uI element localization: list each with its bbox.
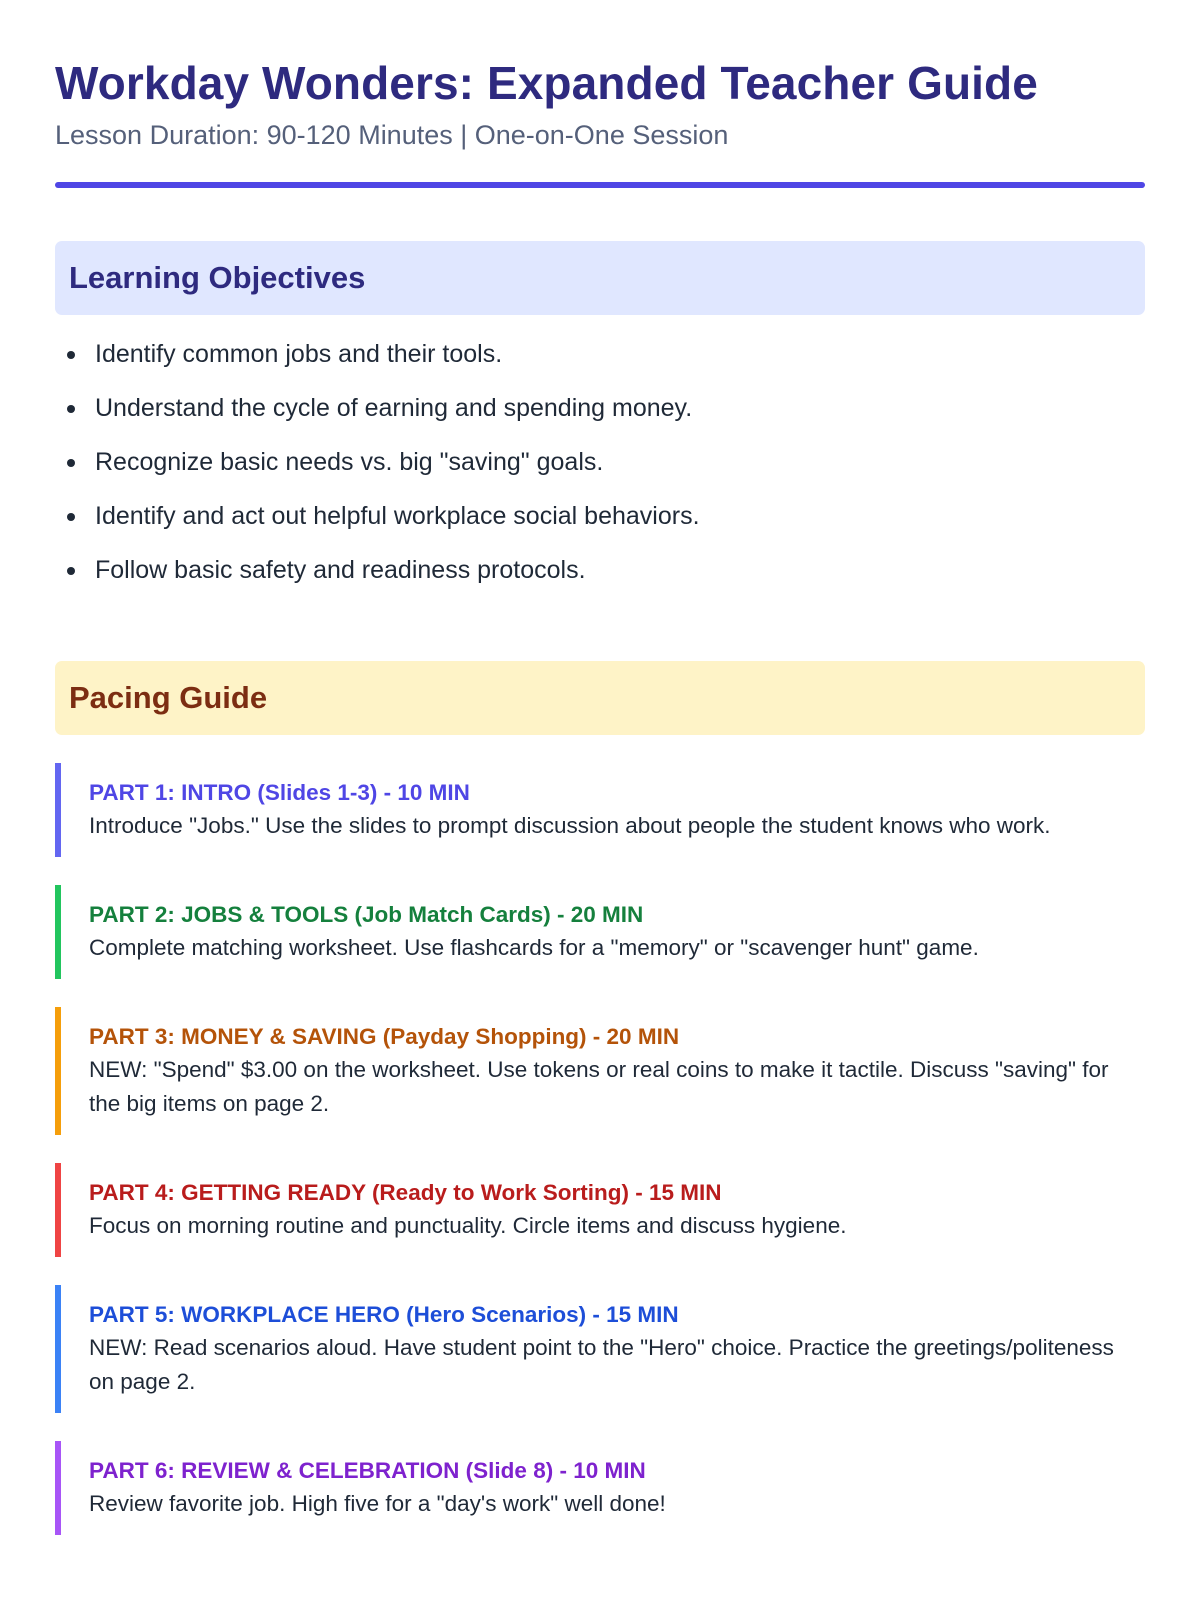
pacing-part-heading: PART 1: INTRO (Slides 1-3) - 10 MIN xyxy=(89,780,470,805)
objective-item xyxy=(55,339,1145,393)
objective-text: Identify common jobs and their tools. xyxy=(95,340,503,368)
objective-text: Understand the cycle of earning and spending money. xyxy=(95,394,693,422)
pacing-guide-title: Pacing Guide xyxy=(69,680,268,715)
learning-objectives-banner xyxy=(55,241,1145,315)
objective-item xyxy=(55,393,1145,447)
pacing-part-5 xyxy=(55,1285,1145,1413)
pacing-part-heading: PART 6: REVIEW & CELEBRATION (Slide 8) - 10 MIN xyxy=(89,1458,646,1483)
learning-objectives-title: Learning Objectives xyxy=(69,260,366,295)
pacing-part-description: NEW: "Spend" $3.00 on the worksheet. Use tokens or real coins to make it tactile. Discuss "saving" for the big items on page 2. xyxy=(89,1057,1109,1116)
pacing-part-2 xyxy=(55,885,1145,979)
pacing-part-description: Introduce "Jobs." Use the slides to prompt discussion about people the student knows who work. xyxy=(89,813,1051,838)
pacing-part-heading: PART 2: JOBS & TOOLS (Job Match Cards) - 20 MIN xyxy=(89,902,644,927)
pacing-part-heading: PART 4: GETTING READY (Ready to Work Sorting) - 15 MIN xyxy=(89,1180,722,1205)
pacing-part-description: NEW: Read scenarios aloud. Have student point to the "Hero" choice. Practice the greetings/politeness on page 2. xyxy=(89,1335,1114,1394)
pacing-part-4 xyxy=(55,1163,1145,1257)
objective-item xyxy=(55,501,1145,555)
pacing-part-description: Complete matching worksheet. Use flashcards for a "memory" or "scavenger hunt" game. xyxy=(89,935,979,960)
learning-objectives-section xyxy=(55,241,1145,609)
bullet-icon xyxy=(67,567,75,575)
objectives-list xyxy=(55,339,1145,609)
objective-item xyxy=(55,447,1145,501)
page-subtitle: Lesson Duration: 90-120 Minutes | One-on-One Session xyxy=(55,120,729,150)
pacing-list xyxy=(55,763,1145,1535)
objective-item xyxy=(55,555,1145,609)
objective-text: Identify and act out helpful workplace social behaviors. xyxy=(95,502,700,530)
objective-text: Follow basic safety and readiness protocols. xyxy=(95,556,586,584)
pacing-part-6 xyxy=(55,1441,1145,1535)
bullet-icon xyxy=(67,459,75,467)
page-title: Workday Wonders: Expanded Teacher Guide xyxy=(55,57,1038,109)
bullet-icon xyxy=(67,351,75,359)
document-header xyxy=(55,0,1145,188)
pacing-part-heading: PART 5: WORKPLACE HERO (Hero Scenarios) - 15 MIN xyxy=(89,1302,679,1327)
objective-text: Recognize basic needs vs. big "saving" goals. xyxy=(95,448,604,476)
header-divider xyxy=(55,182,1145,188)
bullet-icon xyxy=(67,513,75,521)
pacing-part-description: Review favorite job. High five for a "day's work" well done! xyxy=(89,1491,666,1516)
pacing-part-3 xyxy=(55,1007,1145,1135)
pacing-guide-banner xyxy=(55,661,1145,735)
bullet-icon xyxy=(67,405,75,413)
pacing-part-heading: PART 3: MONEY & SAVING (Payday Shopping) - 20 MIN xyxy=(89,1024,680,1049)
pacing-guide-section xyxy=(55,661,1145,1535)
pacing-part-1 xyxy=(55,763,1145,857)
pacing-part-description: Focus on morning routine and punctuality. Circle items and discuss hygiene. xyxy=(89,1213,847,1238)
